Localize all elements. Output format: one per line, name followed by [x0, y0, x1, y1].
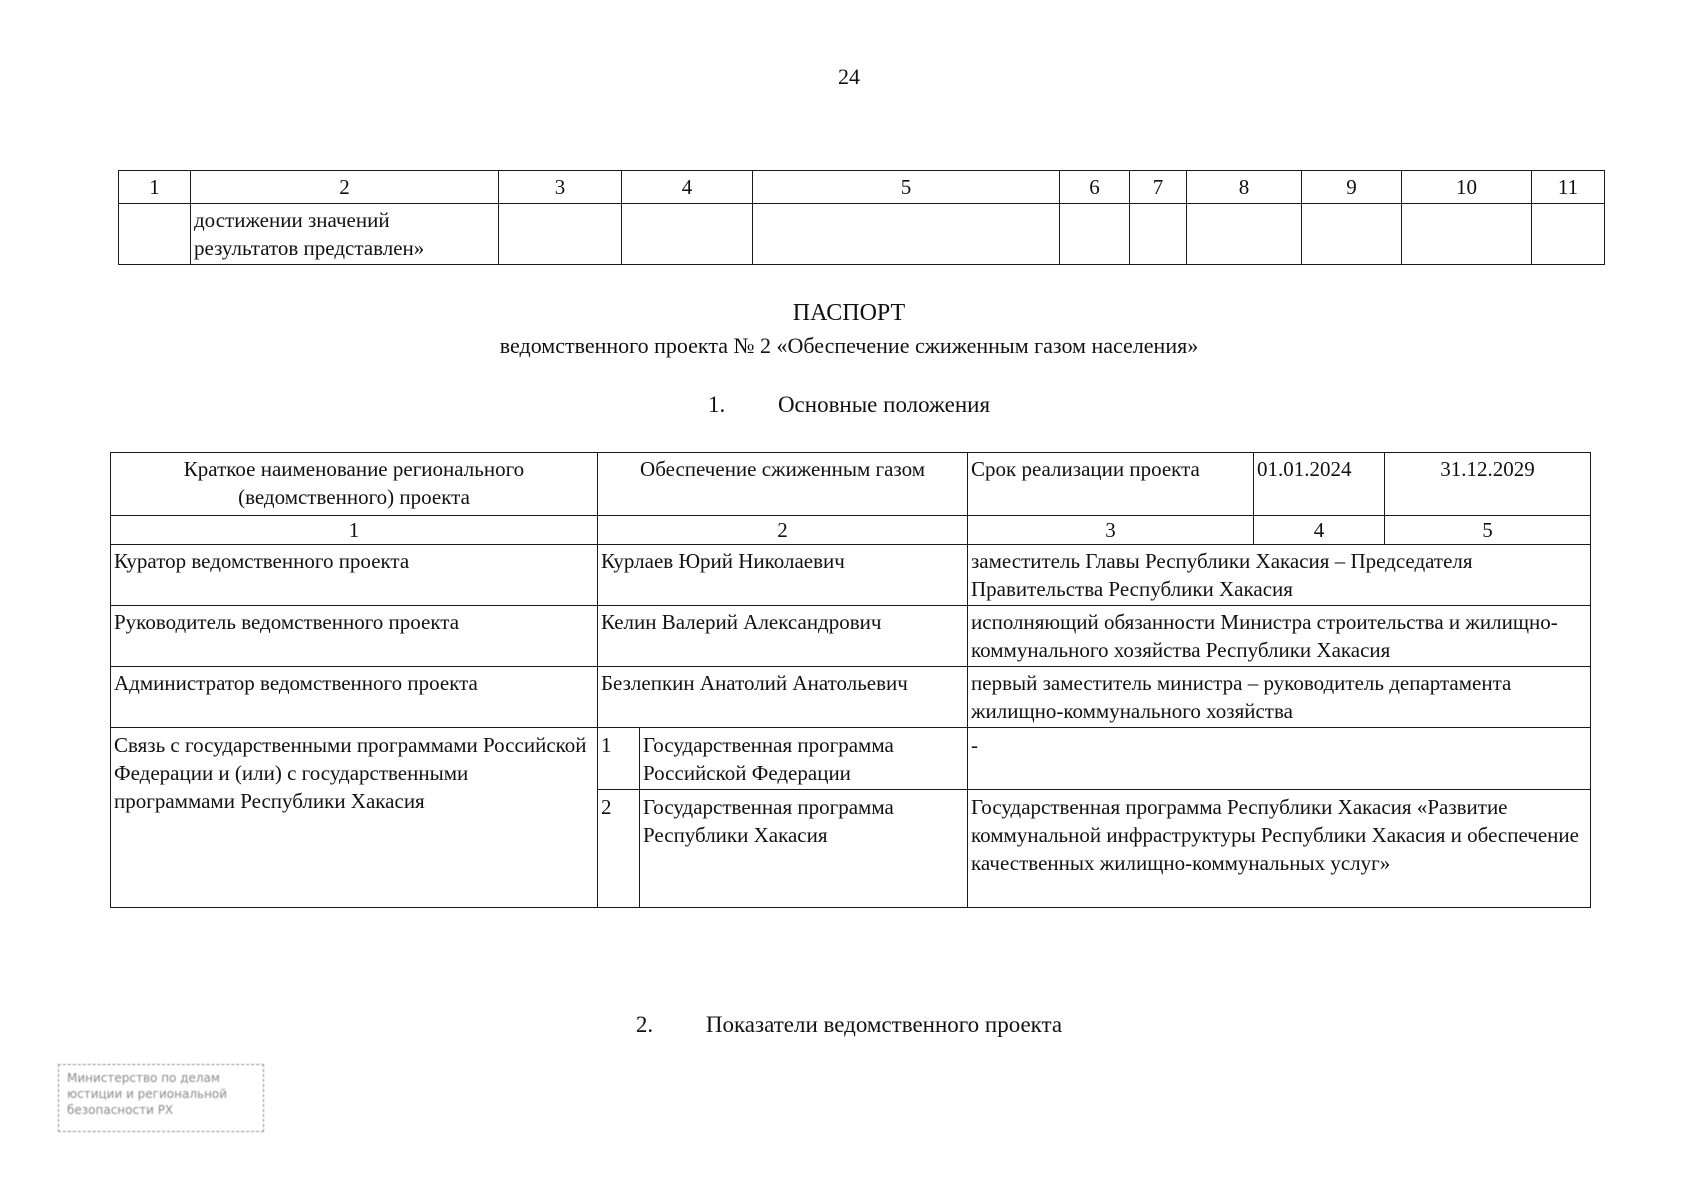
column-number: 4: [622, 171, 753, 204]
administrator-row: [111, 667, 1591, 728]
end-date: 31.12.2029: [1385, 453, 1591, 516]
table-cell: [1187, 204, 1302, 265]
row-label: Куратор ведомственного проекта: [111, 545, 598, 606]
page-number: 24: [838, 64, 860, 89]
continuation-row: [119, 204, 1605, 265]
document-subtitle: ведомственного проекта № 2 «Обеспечение сжиженным газом населения»: [499, 333, 1199, 358]
column-number: 1: [111, 516, 598, 545]
person-name: Келин Валерий Александрович: [598, 606, 968, 667]
column-number: 5: [753, 171, 1060, 204]
program-type: Государственная программа Российской Федерации: [640, 728, 968, 790]
program-number: 1: [598, 728, 640, 790]
person-position: первый заместитель министра – руководитель департамента жилищно-коммунального хозяйства: [968, 667, 1591, 728]
short-name-value: Обеспечение сжиженным газом: [598, 453, 968, 516]
column-number: 4: [1254, 516, 1385, 545]
person-name: Безлепкин Анатолий Анатольевич: [598, 667, 968, 728]
document-title: ПАСПОРТ: [792, 300, 906, 326]
section-heading-1: [0, 392, 1698, 418]
short-name-label: Краткое наименование регионального (ведомственного) проекта: [111, 453, 598, 516]
row-label: Руководитель ведомственного проекта: [111, 606, 598, 667]
person-name: Курлаев Юрий Николаевич: [598, 545, 968, 606]
column-number: 7: [1130, 171, 1187, 204]
table-cell: [119, 204, 191, 265]
person-position: исполняющий обязанности Министра строительства и жилищно-коммунального хозяйства Республики Хакасия: [968, 606, 1591, 667]
program-type: Государственная программа Республики Хакасия: [640, 790, 968, 908]
passport-header-row: [111, 453, 1591, 516]
start-date: 01.01.2024: [1254, 453, 1385, 516]
column-number: 2: [598, 516, 968, 545]
column-number: 10: [1402, 171, 1532, 204]
column-numbers-row: [111, 516, 1591, 545]
program-name: -: [968, 728, 1591, 790]
column-number: 3: [499, 171, 622, 204]
stamp-line: Министерство по делам: [67, 1071, 220, 1085]
column-number: 8: [1187, 171, 1302, 204]
stamp-line: юстиции и региональной: [67, 1087, 228, 1101]
continuation-header-row: [119, 171, 1605, 204]
relation-label: Связь с государственными программами Российской Федерации и (или) с государственными программами Республики Хакасия: [111, 728, 598, 908]
column-number: 11: [1532, 171, 1605, 204]
term-label: Срок реализации проекта: [968, 453, 1254, 516]
table-cell: [1060, 204, 1130, 265]
column-number: 3: [968, 516, 1254, 545]
section-label: Основные положения: [777, 392, 991, 417]
person-position: заместитель Главы Республики Хакасия – Председателя Правительства Республики Хакасия: [968, 545, 1591, 606]
stamp-line: безопасности РХ: [67, 1103, 174, 1117]
ministry-stamp: [58, 1064, 264, 1132]
column-number: 5: [1385, 516, 1591, 545]
table-cell: [622, 204, 753, 265]
table-cell: достижении значений результатов представлен»: [191, 204, 499, 265]
program-name: Государственная программа Республики Хакасия «Развитие коммунальной инфраструктуры Республики Хакасия и обеспечение качественных жилищно-коммунальных услуг»: [968, 790, 1591, 908]
section-number: 1.: [707, 392, 726, 417]
table-cell: [1302, 204, 1402, 265]
table-cell: [1402, 204, 1532, 265]
curator-row: [111, 545, 1591, 606]
column-number: 6: [1060, 171, 1130, 204]
section-number: 2.: [635, 1012, 654, 1037]
column-number: 2: [191, 171, 499, 204]
table-cell: [753, 204, 1060, 265]
program-relation-row-1: [111, 728, 1591, 790]
section-label: Показатели ведомственного проекта: [705, 1012, 1063, 1037]
table-cell: [1130, 204, 1187, 265]
column-number: 1: [119, 171, 191, 204]
table-cell: [1532, 204, 1605, 265]
program-number: 2: [598, 790, 640, 908]
manager-row: [111, 606, 1591, 667]
section-heading-2: [0, 1012, 1698, 1038]
table-cell: [499, 204, 622, 265]
passport-table: [110, 452, 1591, 908]
row-label: Администратор ведомственного проекта: [111, 667, 598, 728]
continuation-table: [118, 170, 1605, 265]
column-number: 9: [1302, 171, 1402, 204]
